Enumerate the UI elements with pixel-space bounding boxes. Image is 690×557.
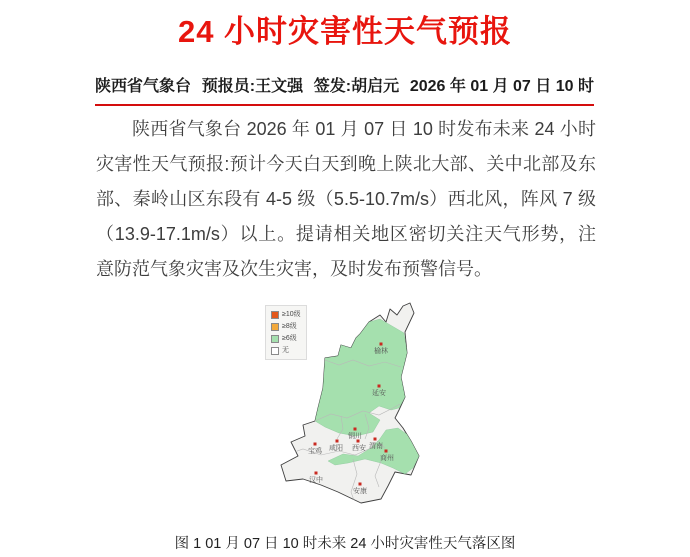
legend-swatch-ge8	[271, 323, 279, 331]
agency-name: 陕西省气象台	[95, 78, 192, 95]
page-title: 24 小时灾害性天气预报	[177, 14, 513, 49]
city-dot	[354, 428, 357, 431]
city-dot	[374, 438, 377, 441]
city-label: 汉中	[309, 477, 323, 484]
issuer-name: 签发:胡启元	[313, 78, 400, 95]
city-dot	[385, 450, 388, 453]
city-dot	[378, 385, 381, 388]
city-label: 榆林	[374, 348, 388, 355]
city-label: 铜川	[348, 433, 362, 440]
legend-swatch-ge6	[271, 335, 279, 343]
map-legend	[265, 305, 307, 360]
city-label: 咸阳	[329, 445, 343, 452]
header-meta	[95, 73, 594, 106]
forecast-paragraph: 陕西省气象台 2026 年 01 月 07 日 10 时发布未来 24 小时灾害性天气预报:预计今天白天到晚上陕北大部、关中北部及东部、秦岭山区东段有 4-5 级（5.5-10.7m/s）西北风，阵风 7 级（13.9-17.1m/s）以上。提请相关地区密切关注天气形势，注意防范气象灾害及次生灾害，及时发布预警信号。	[96, 119, 596, 279]
city-dot	[357, 440, 360, 443]
forecaster-name: 预报员:王文强	[201, 78, 304, 95]
legend-swatch-none	[271, 347, 279, 355]
city-dot	[336, 440, 339, 443]
figure-caption: 图 1 01 月 07 日 10 时未来 24 小时灾害性天气落区图	[174, 536, 516, 552]
city-label: 宝鸡	[308, 448, 322, 455]
city-label: 延安	[372, 390, 386, 397]
city-dot	[314, 443, 317, 446]
legend-label: ≥10级	[282, 311, 301, 318]
city-dot	[380, 343, 383, 346]
weather-map	[253, 296, 505, 524]
legend-swatch-ge10	[271, 311, 279, 319]
legend-label: 无	[282, 347, 289, 354]
city-dot	[315, 472, 318, 475]
city-dot	[359, 483, 362, 486]
issue-datetime: 2026 年 01 月 07 日 10 时	[409, 78, 594, 95]
legend-row	[271, 322, 301, 331]
city-label: 渭南	[369, 443, 383, 450]
city-label: 商州	[380, 455, 394, 462]
legend-row	[271, 334, 301, 343]
legend-label: ≥6级	[282, 335, 297, 342]
city-label: 安康	[353, 488, 367, 495]
legend-row	[271, 310, 301, 319]
legend-label: ≥8级	[282, 323, 297, 330]
city-label: 西安	[352, 445, 366, 452]
legend-row	[271, 346, 301, 355]
